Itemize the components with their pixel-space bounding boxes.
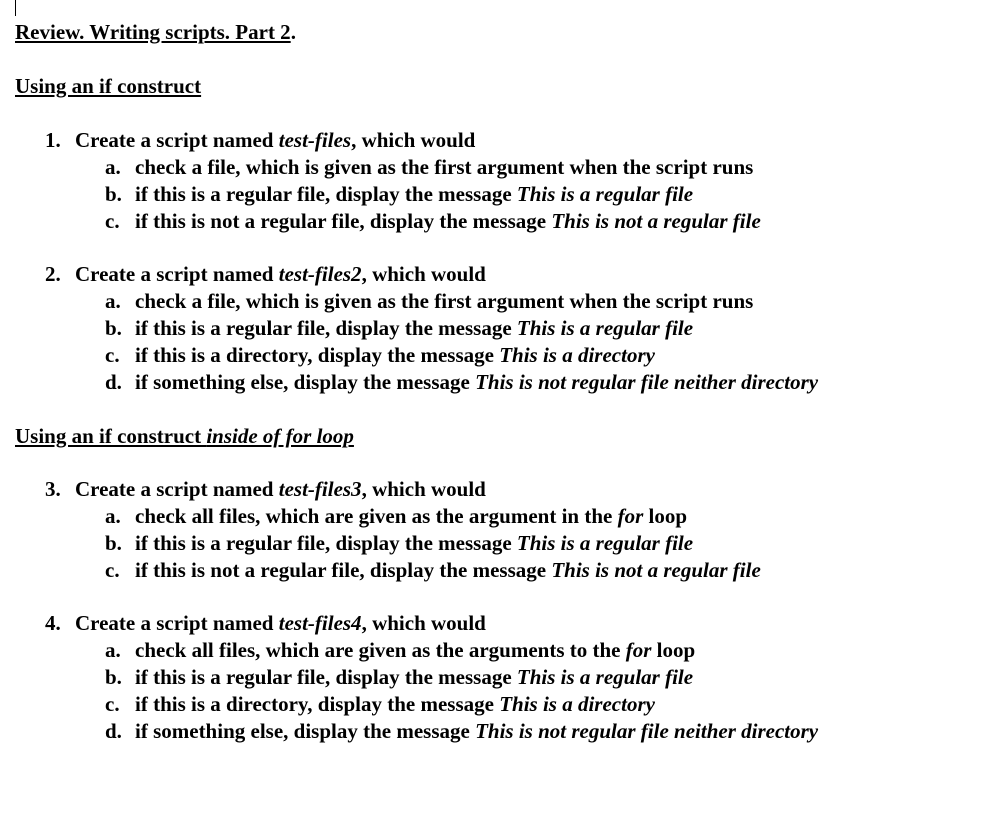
task-suffix: , which would [361,611,486,635]
item-text: if this is a regular file, display the message [135,182,517,206]
task-number: 1. [45,128,61,152]
script-name: test-files2 [278,262,362,286]
task-4-item-c [105,692,655,716]
heading-plain: Using an if construct [15,74,202,98]
item-after: loop [651,638,696,662]
item-message: This is not a regular file [551,209,761,233]
task-3 [45,477,486,501]
item-message: This is a regular file [516,182,694,206]
script-name: test-files4 [278,611,362,635]
item-letter: c. [105,343,120,367]
heading-plain: Using an if construct [15,424,207,448]
item-text: check a file, which is given as the first argument when the script runs [135,155,754,179]
item-text: if something else, display the message [135,719,476,743]
item-text: check all files, which are given as the arguments to the [135,638,626,662]
item-message: This is a regular file [516,531,694,555]
item-message: This is not regular file neither directory [475,370,819,394]
item-message: This is a regular file [516,316,694,340]
item-text: check a file, which is given as the first argument when the script runs [135,289,754,313]
title-period: . [290,20,296,44]
item-text: if this is not a regular file, display the message [135,558,552,582]
item-letter: a. [105,155,121,179]
item-letter: a. [105,504,121,528]
task-number: 3. [45,477,61,501]
item-after: loop [643,504,688,528]
item-text: check all files, which are given as the argument in the [135,504,618,528]
item-message: This is not a regular file [551,558,761,582]
task-4-item-d [105,719,818,743]
task-prefix: Create a script named [75,611,279,635]
item-letter: a. [105,638,121,662]
title-text: Review. Writing scripts. Part 2 [15,20,291,44]
item-keyword: for [625,638,652,662]
task-4-item-b [105,665,693,689]
task-suffix: , which would [361,262,486,286]
task-2-item-b [105,316,693,340]
task-3-item-c [105,558,761,582]
item-letter: d. [105,719,122,743]
item-text: if this is a directory, display the message [135,692,500,716]
item-message: This is a directory [499,343,655,367]
item-keyword: for [617,504,644,528]
item-letter: b. [105,182,122,206]
script-name: test-files3 [278,477,362,501]
heading-italic: inside of for loop [206,424,354,448]
item-text: if this is a directory, display the message [135,343,500,367]
item-letter: c. [105,558,120,582]
task-2 [45,262,486,286]
item-message: This is a directory [499,692,655,716]
task-suffix: , which would [361,477,486,501]
script-name: test-files [278,128,352,152]
item-text: if this is a regular file, display the message [135,665,517,689]
task-prefix: Create a script named [75,262,279,286]
text-cursor [15,0,16,16]
item-letter: a. [105,289,121,313]
item-letter: d. [105,370,122,394]
item-letter: c. [105,209,120,233]
item-text: if this is a regular file, display the message [135,531,517,555]
item-text: if this is not a regular file, display the message [135,209,552,233]
task-1-item-b [105,182,693,206]
item-letter: b. [105,531,122,555]
item-letter: b. [105,316,122,340]
task-2-item-d [105,370,818,394]
item-text: if this is a regular file, display the message [135,316,517,340]
task-3-item-a [105,504,687,528]
section-heading-for-loop [15,424,354,448]
item-message: This is not regular file neither directory [475,719,819,743]
task-prefix: Create a script named [75,477,279,501]
task-4-item-a [105,638,695,662]
section-heading-if-construct [15,74,201,98]
task-1-item-a [105,155,753,179]
task-2-item-c [105,343,655,367]
task-1-item-c [105,209,761,233]
task-4 [45,611,486,635]
task-2-item-a [105,289,753,313]
item-message: This is a regular file [516,665,694,689]
task-1 [45,128,475,152]
document-title [15,20,296,44]
task-suffix: , which would [351,128,476,152]
task-number: 4. [45,611,61,635]
task-number: 2. [45,262,61,286]
task-prefix: Create a script named [75,128,279,152]
task-3-item-b [105,531,693,555]
item-text: if something else, display the message [135,370,476,394]
item-letter: c. [105,692,120,716]
item-letter: b. [105,665,122,689]
